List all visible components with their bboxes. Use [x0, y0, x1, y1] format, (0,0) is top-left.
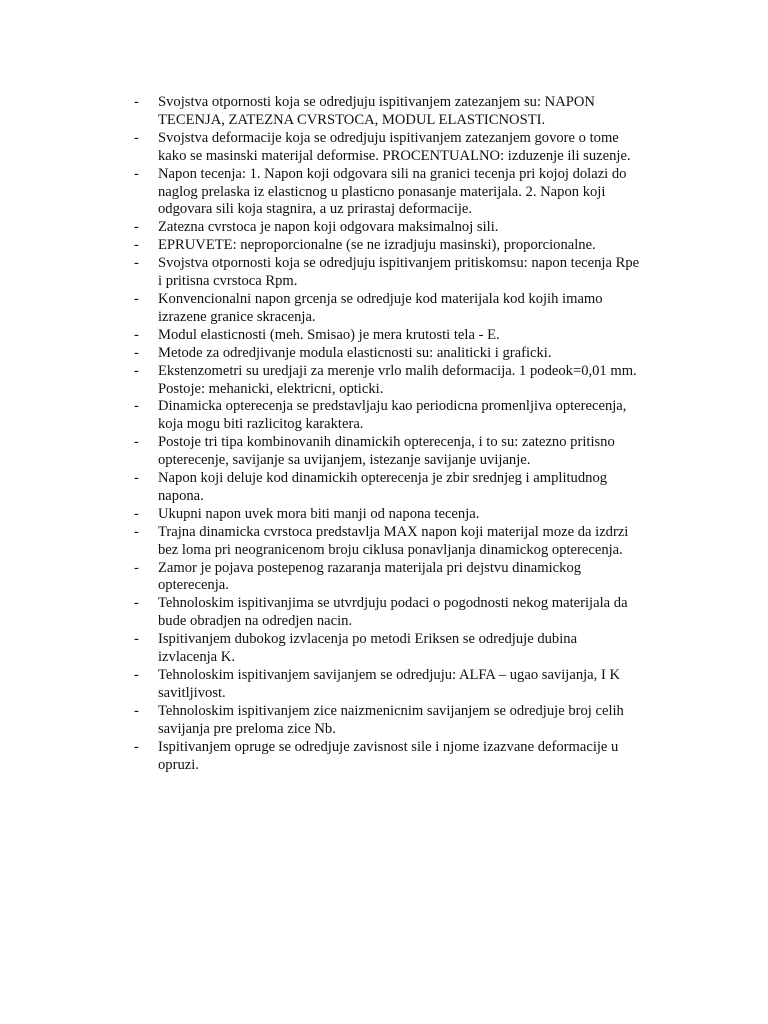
list-item — [134, 595, 634, 631]
list-item-text-line: Ekstenzometri su uredjaji za merenje vrlo malih deformacija. 1 podeok=0,01 mm. — [158, 362, 637, 379]
list-item-text-line: Zatezna cvrstoca je napon koji odgovara maksimalnoj sili. — [158, 219, 499, 236]
list-item-text-line: Svojstva otpornosti koja se odredjuju ispitivanjem zatezanjem su: NAPON — [158, 94, 595, 110]
list-item-text-line: EPRUVETE: neproporcionalne (se ne izradjuju masinski), proporcionalne. — [158, 237, 596, 254]
list-item-text-line: koja mogu biti razlicitog karaktera. — [158, 416, 364, 433]
list-item-text-line: Svojstva deformacije koja se odredjuju ispitivanjem zatezanjem govore o tome — [158, 129, 619, 146]
list-item-text-line: Svojstva otpornosti koja se odredjuju ispitivanjem pritiskomsu: napon tecenja Rpe — [158, 255, 640, 272]
list-item-text-line: Tehnoloskim ispitivanjem savijanjem se odredjuju: ALFA – ugao savijanja, I K — [158, 667, 620, 683]
bullet-dash: - — [134, 326, 139, 343]
bullet-dash: - — [134, 434, 139, 451]
list-item — [134, 327, 634, 345]
list-item — [134, 739, 634, 775]
list-item — [134, 219, 634, 237]
list-item-text-line: TECENJA, ZATEZNA CVRSTOCA, MODUL ELASTICNOSTI. — [158, 111, 546, 128]
bullet-dash: - — [134, 398, 139, 415]
list-item-text-line: izrazene granice skracenja. — [158, 308, 316, 325]
list-item-text-line: opruzi. — [158, 756, 199, 773]
list-item-text-line: kako se masinski materijal deformise. PROCENTUALNO: izduzenje ili suzenje. — [158, 147, 631, 164]
bullet-dash: - — [134, 470, 139, 487]
bullet-dash: - — [134, 362, 139, 379]
bullet-dash: - — [134, 523, 139, 540]
list-item-text-line: Konvencionalni napon grcenja se odredjuje kod materijala kod kojih imamo — [158, 290, 603, 307]
list-item — [134, 362, 637, 399]
list-item-text-line: Zamor je pojava postepenog razaranja materijala pri dejstvu dinamickog — [158, 559, 582, 576]
list-item-text-line: Dinamicka opterecenja se predstavljaju kao periodicna promenljiva opterecenja, — [158, 398, 627, 415]
bullet-dash: - — [134, 738, 139, 755]
bullet-dash: - — [134, 219, 139, 236]
list-item-text-line: Napon tecenja: 1. Napon koji odgovara sili na granici tecenja pri kojoj dolazi do — [158, 165, 627, 182]
list-item — [134, 560, 634, 596]
bullet-dash: - — [134, 667, 139, 683]
list-item — [134, 130, 634, 166]
list-item-text-line: bez loma pri neogranicenom broju ciklusa ponavljanja dinamickog opterecenja. — [158, 541, 623, 558]
bullet-dash: - — [134, 595, 139, 612]
list-item — [134, 237, 634, 255]
list-item-text-line: savijanja pre preloma zice Nb. — [158, 720, 336, 737]
list-item-text-line: opterecenja. — [158, 577, 229, 594]
list-item-text-line: Modul elasticnosti (meh. Smisao) je mera krutosti tela - E. — [158, 326, 500, 343]
list-item — [134, 345, 634, 363]
list-item — [134, 631, 634, 667]
list-item — [134, 470, 634, 506]
bullet-dash: - — [134, 559, 139, 576]
list-item — [134, 434, 634, 470]
list-item — [134, 703, 634, 739]
list-item-text-line: Tehnoloskim ispitivanjem zice naizmenicnim savijanjem se odredjuje broj celih — [158, 702, 624, 719]
list-item-text-line: Postoje tri tipa kombinovanih dinamickih opterecenja, i to su: zatezno pritisno — [158, 434, 615, 451]
list-item-text-line: Ukupni napon uvek mora biti manji od napona tecenja. — [158, 505, 480, 522]
list-item — [134, 506, 634, 524]
list-item — [134, 291, 634, 327]
bullet-dash: - — [134, 94, 139, 110]
bullet-dash: - — [134, 505, 139, 522]
list-item-text-line: bude obradjen na odredjen nacin. — [158, 613, 353, 630]
list-item-text-line: Postoje: mehanicki, elektricni, opticki. — [158, 380, 384, 397]
list-item-text-line: izvlacenja K. — [158, 649, 235, 666]
list-item-text-line: Ispitivanjem opruge se odredjuje zavisnost sile i njome izazvane deformacije u — [158, 738, 619, 755]
list-item-text-line: Tehnoloskim ispitivanjima se utvrdjuju podaci o pogodnosti nekog materijala da — [158, 595, 628, 612]
bullet-dash: - — [134, 255, 139, 272]
bullet-list — [134, 94, 640, 774]
bullet-dash: - — [134, 290, 139, 307]
list-item-text-line: savitljivost. — [158, 684, 226, 701]
list-item-text-line: i pritisna cvrstoca Rpm. — [158, 273, 298, 290]
list-item — [134, 255, 640, 291]
bullet-dash: - — [134, 129, 139, 146]
bullet-dash: - — [134, 702, 139, 719]
list-item — [134, 524, 634, 560]
list-item — [134, 667, 634, 703]
list-item-text-line: opterecenje, savijanje sa uvijanjem, istezanje savijanje uvijanje. — [158, 452, 531, 469]
list-item — [134, 94, 634, 130]
list-item-text-line: Trajna dinamicka cvrstoca predstavlja MAX napon koji materijal moze da izdrzi — [158, 523, 629, 540]
list-item — [134, 398, 634, 434]
list-item-text-line: Metode za odredjivanje modula elasticnosti su: analiticki i graficki. — [158, 344, 552, 361]
list-item-text-line: Napon koji deluje kod dinamickih opterecenja je zbir srednjeg i amplitudnog — [158, 470, 608, 487]
bullet-dash: - — [134, 165, 139, 182]
bullet-dash: - — [134, 344, 139, 361]
bullet-dash: - — [134, 631, 139, 648]
list-item-text-line: odgovara sili koja stagnira, a uz prirastaj deformacije. — [158, 201, 473, 218]
list-item-text-line: naglog prelaska iz elasticnog u plasticno ponasanje materijala. 2. Napon koji — [158, 183, 606, 200]
list-item-text-line: Ispitivanjem dubokog izvlacenja po metodi Eriksen se odredjuje dubina — [158, 631, 578, 648]
list-item-text-line: napona. — [158, 487, 204, 504]
bullet-dash: - — [134, 237, 139, 254]
list-item — [134, 166, 634, 220]
